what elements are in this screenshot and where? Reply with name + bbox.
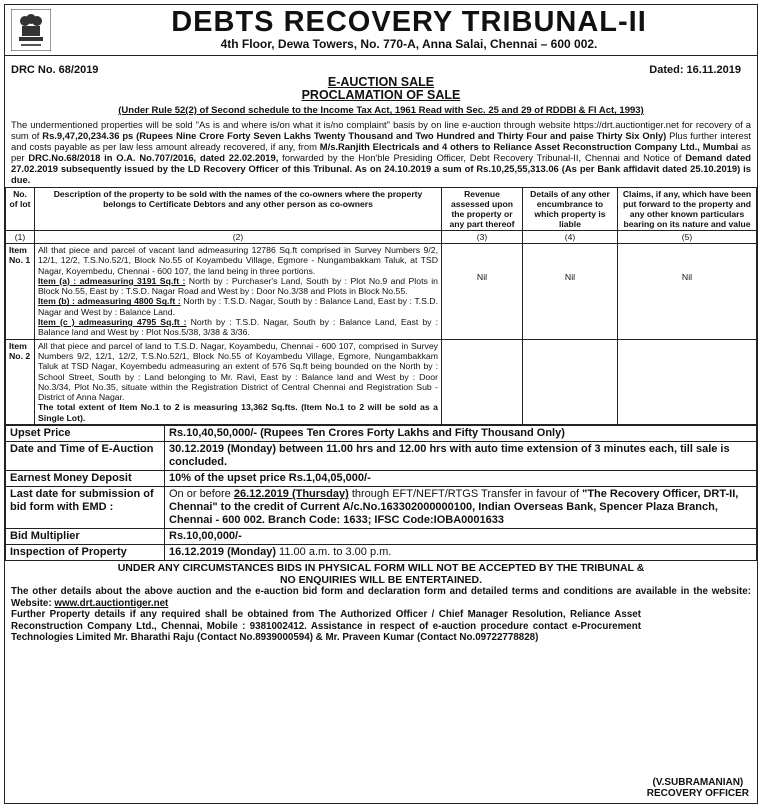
last-date: On or before 26.12.2019 (Thursday) through EFT/NEFT/RTGS Transfer in favour of "The Recovery Officer, DRT-II, Chennai" to the credit of Current A/c.No.163302000000100, Indian Overseas Bank, Spencer Plaza Branch, Chennai - 600 002. Branch Code: 1633; IFSC Code:IOBA0001633	[165, 487, 757, 529]
page-title: DEBTS RECOVERY TRIBUNAL-II	[171, 6, 647, 38]
table-row: Date and Time of E-Auction 30.12.2019 (Monday) between 11.00 hrs and 12.00 hrs with auto time extension of 3 minutes each, till sale is concluded.	[6, 442, 757, 471]
col-number: (4)	[523, 231, 618, 244]
warning-line-2: NO ENQUIRIES WILL BE ENTERTAINED.	[279, 573, 483, 586]
claims-value: Nil	[618, 244, 757, 340]
upset-price: Rs.10,40,50,000/- (Rupees Ten Crores Forty Lakhs and Fifty Thousand Only)	[165, 426, 757, 442]
col-header-revenue: Revenue assessed upon the property or any part thereof	[442, 188, 523, 231]
col-header-lot: No. of lot	[6, 188, 35, 231]
inspection-date: 16.12.2019 (Monday) 11.00 a.m. to 3.00 p.m.	[165, 545, 757, 561]
table-row	[6, 244, 757, 340]
property-table	[5, 187, 757, 425]
emd-amount: 10% of the upset price Rs.1,04,05,000/-	[165, 471, 757, 487]
table-row: Earnest Money Deposit 10% of the upset price Rs.1,04,05,000/-	[6, 471, 757, 487]
table-row: Last date for submission of bid form with EMD : On or before 26.12.2019 (Thursday) through EFT/NEFT/RTGS Transfer in favour of "The Recovery Officer, DRT-II, Chennai" to the credit of Current A/c.No.163302000000100, Indian Overseas Bank, Spencer Plaza Branch, Chennai - 600 002. Branch Code: 1633; IFSC Code:IOBA0001633	[6, 487, 757, 529]
col-number: (5)	[618, 231, 757, 244]
col-header-encumbrance: Details of any other encumbrance to which property is liable	[523, 188, 618, 231]
table-row: Inspection of Property 16.12.2019 (Monday) 11.00 a.m. to 3.00 p.m.	[6, 545, 757, 561]
encumbrance-value: Nil	[523, 244, 618, 340]
revenue-value: Nil	[442, 244, 523, 340]
auction-details-table	[5, 425, 757, 561]
auction-date: 30.12.2019 (Monday) between 11.00 hrs and 12.00 hrs with auto time extension of 3 minutes each, till sale is concluded.	[165, 442, 757, 471]
col-number: (2)	[35, 231, 442, 244]
dated: Dated: 16.11.2019	[649, 64, 741, 76]
header	[5, 5, 757, 56]
tribunal-address: 4th Floor, Dewa Towers, No. 770-A, Anna Salai, Chennai – 600 002.	[220, 37, 598, 51]
rule-reference: (Under Rule 52(2) of Second schedule to the Income Tax Act, 1961 Read with Sec. 25 and 29 of RDDBI & FI Act, 1993)	[118, 105, 644, 116]
item-2-description: All that piece and parcel of land to T.S.D. Nagar, Koyambedu, Chennai - 600 107, comprised in Survey Numbers 9/2, 12/1, 12/2, T.S.No.52/1, Block No.55 of Koyambedu Village, Egmore, Nungambakkam Taluk at TSD Nagar, Koyembedu admeasuring an extent of 576 Sq.ft being bounded on the North by : School Street, South by : Land belonging to Mr. Ravi, East by : Balance land and West by : Door No.3/34, Plot No.35, situate within the Registration District of Central Chennai and Registration Sub - District of Anna Nagar. The total extent of Item No.1 to 2 is measuring 13,362 Sq.fts. (Item No.1 to 2 will be sold as a Single Lot).	[35, 339, 442, 424]
table-row: Upset Price Rs.10,40,50,000/- (Rupees Ten Crores Forty Lakhs and Fifty Thousand Only)	[6, 426, 757, 442]
contact-details: Further Property details if any required shall be obtained from The Authorized Officer / Chief Manager Resolution, Reliance Asset Reconstruction Company Ltd., Chennai, Mobile : 9381002412. Assistance in respect of e-auction procedure contact e-Procurement Technologies Limited Mr. Bharathi Raju (Contact No.8939000594) & Mr. Praveen Kumar (Contact No.09722778828)	[11, 609, 641, 644]
col-header-description: Description of the property to be sold with the names of the co-owners where the property belongs to Certificate Debtors and any other person as co-owners	[35, 188, 442, 231]
item-1-description: All that piece and parcel of vacant land admeasuring 12786 Sq.ft comprised in Survey Numbers 9/2, 12/1, 12/2, T.S.No.52/1, Block No.55 of Koyambedu Village, Egmore - Nungambakkam Taluk, at TSD Nagar, Koyembedu, Chennai - 600 107, the land being in three portions. Item (a) : admeasuring 3191 Sq.ft : North by : Purchaser's Land, South by : Plot No.9 and Plots in Block No.55, East by : T.S.D. Nagar Road and West by : Door No.3/38 and Plots in Block No.55. Item (b) : admeasuring 4800 Sq.ft : North by : T.S.D. Nagar, South by : Balance Land, East by : T.S.D. Nagar and West by : Balance Land. Item (c ) admeasuring 4795 Sq.ft : North by : T.S.D. Nagar, South by : Balance Land, East by : Balance land and West by : Plot Nos.5/38, 3/38 & 3/36.	[35, 244, 442, 340]
lot-number: Item No. 2	[6, 339, 35, 424]
website-link[interactable]: www.drt.auctiontiger.net	[54, 597, 169, 609]
heading-eauction: E-AUCTION SALE	[327, 75, 435, 89]
footer: UNDER ANY CIRCUMSTANCES BIDS IN PHYSICAL FORM WILL NOT BE ACCEPTED BY THE TRIBUNAL & NO ENQUIRIES WILL BE ENTERTAINED. The other details about the above auction and the e-auction bid form and declaration form and detailed terms and conditions are available in the website: Website: www.drt.auctiontiger.net Further Property details if any required shall be obtained from The Authorized Officer / Chief Manager Resolution, Reliance Asset Reconstruction Company Ltd., Chennai, Mobile : 9381002412. Assistance in respect of e-auction procedure contact e-Procurement Technologies Limited Mr. Bharathi Raju (Contact No.8939000594) & Mr. Praveen Kumar (Contact No.09722778828)	[11, 562, 751, 644]
heading-proclamation: PROCLAMATION OF SALE	[301, 88, 461, 102]
col-number: (3)	[442, 231, 523, 244]
table-row	[6, 339, 757, 424]
col-header-claims: Claims, if any, which have been put forward to the property and any other known particulars bearing on its nature and value	[618, 188, 757, 231]
lot-number: Item No. 1	[6, 244, 35, 340]
signer-name: (V.SUBRAMANIAN)	[652, 777, 744, 788]
signature-block	[647, 777, 749, 799]
bid-multiplier: Rs.10,00,000/-	[165, 529, 757, 545]
drc-number: DRC No. 68/2019	[11, 64, 99, 76]
col-number: (1)	[6, 231, 35, 244]
signer-designation: RECOVERY OFFICER	[646, 788, 749, 799]
intro-paragraph: The undermentioned properties will be sold "As is and where is/on what it is/no complaint" basis by on line e-auction through website https://drt.auctiontiger.net for recovery of a sum of Rs.9,47,20,234.36 ps (Rupees Nine Crore Forty Seven Lakhs Twenty Thousand and Two Hundred and Thirty Four and paise Thirty Six Only) Plus further interest and costs payable as per law less amount already recovered, if any, from M/s.Ranjith Electricals and 4 others to Reliance Asset Reconstruction Company Ltd., Mumbai as per DRC.No.68/2018 in O.A. No.707/2016, dated 22.02.2019, forwarded by the Hon'ble Presiding Officer, Debt Recovery Tribunal-II, Chennai and Notice of Demand dated 27.02.2019 subsequently issued by the LD Recovery Officer of this Tribunal. As on 24.10.2019 a sum of Rs.10,25,55,313.06 (As per Bank affidavit dated 25.10.2019) is due.	[11, 119, 752, 185]
table-row: Bid Multiplier Rs.10,00,000/-	[6, 529, 757, 545]
auction-notice	[4, 4, 758, 804]
national-emblem-icon	[11, 9, 51, 51]
warning-line-1: UNDER ANY CIRCUMSTANCES BIDS IN PHYSICAL FORM WILL NOT BE ACCEPTED BY THE TRIBUNAL &	[117, 562, 645, 575]
